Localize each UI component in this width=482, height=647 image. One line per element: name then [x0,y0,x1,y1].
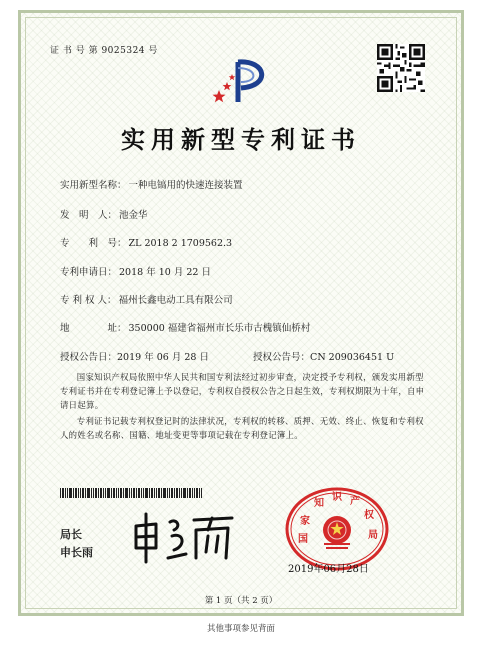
field-label: 地 址： [60,323,127,334]
page-number: 第 1 页（共 2 页） [204,596,278,606]
field-announcement [60,349,394,363]
seal-date: 2019年06月28日 [288,564,369,575]
seal-char-6: 局 [368,530,378,541]
field-label: 专利申请日： [60,267,118,278]
field-value: 350000 福建省福州市长乐市古槐镇仙桥村 [128,323,311,334]
field-inventor [60,207,148,221]
seal-char-1: 家 [300,516,310,527]
seal-char-4: 产 [350,496,360,507]
certificate-number: 证 书 号 第 9025324 号 [50,46,158,56]
field-value: 2018 年 10 月 22 日 [119,267,211,278]
qr-code-icon [377,44,425,92]
announcement-number-label: 授权公告号： [253,352,311,363]
field-label: 专 利 号： [60,238,127,249]
field-label: 实用新型名称： [60,180,127,191]
field-patentee [60,292,233,306]
seal-char-0: 国 [298,534,308,545]
field-label: 发 明 人： [60,210,118,221]
handwritten-signature [128,508,236,566]
field-label: 专 利 权 人： [60,295,117,306]
field-value: 一种电镐用的快速连接装置 [128,180,243,191]
field-patent-number [60,235,232,249]
signatory-title: 局长 [60,528,82,541]
field-value: 福州长鑫电动工具有限公司 [118,295,233,306]
announcement-date-value: 2019 年 06 月 28 日 [117,352,209,363]
certificate-title: 实用新型专利证书 [121,125,361,154]
footer-note: 其他事项参见背面 [206,624,275,634]
field-value: ZL 2018 2 1709562.3 [128,238,233,249]
signatory-name: 申长雨 [60,546,93,559]
announcement-number-value: CN 209036451 U [310,352,395,363]
field-value: 池金华 [119,210,148,221]
seal-char-2: 知 [314,498,324,509]
legal-status-statement: 专利证书记载专利权登记时的法律状况，专利权的转移、质押、无效、终止、恢复和专利权人的姓名或名称、国籍、地址变更等事项记载在专利登记簿上。 [60,416,424,440]
field-address [60,320,310,334]
seal-char-5: 权 [364,510,374,521]
barcode-icon [60,488,202,498]
announcement-date-label: 授权公告日： [60,352,118,363]
field-utility-model-name [60,177,243,191]
grant-statement: 国家知识产权局依照中华人民共和国专利法经过初步审查，决定授予专利权，颁发实用新型专利证书并在专利登记簿上予以登记，专利权自授权公告之日起生效，专利权期限为十年，自申请日起算。 [60,372,425,410]
seal-char-3: 识 [332,492,342,503]
cnipa-emblem-icon [205,54,275,108]
field-application-date [60,264,211,278]
